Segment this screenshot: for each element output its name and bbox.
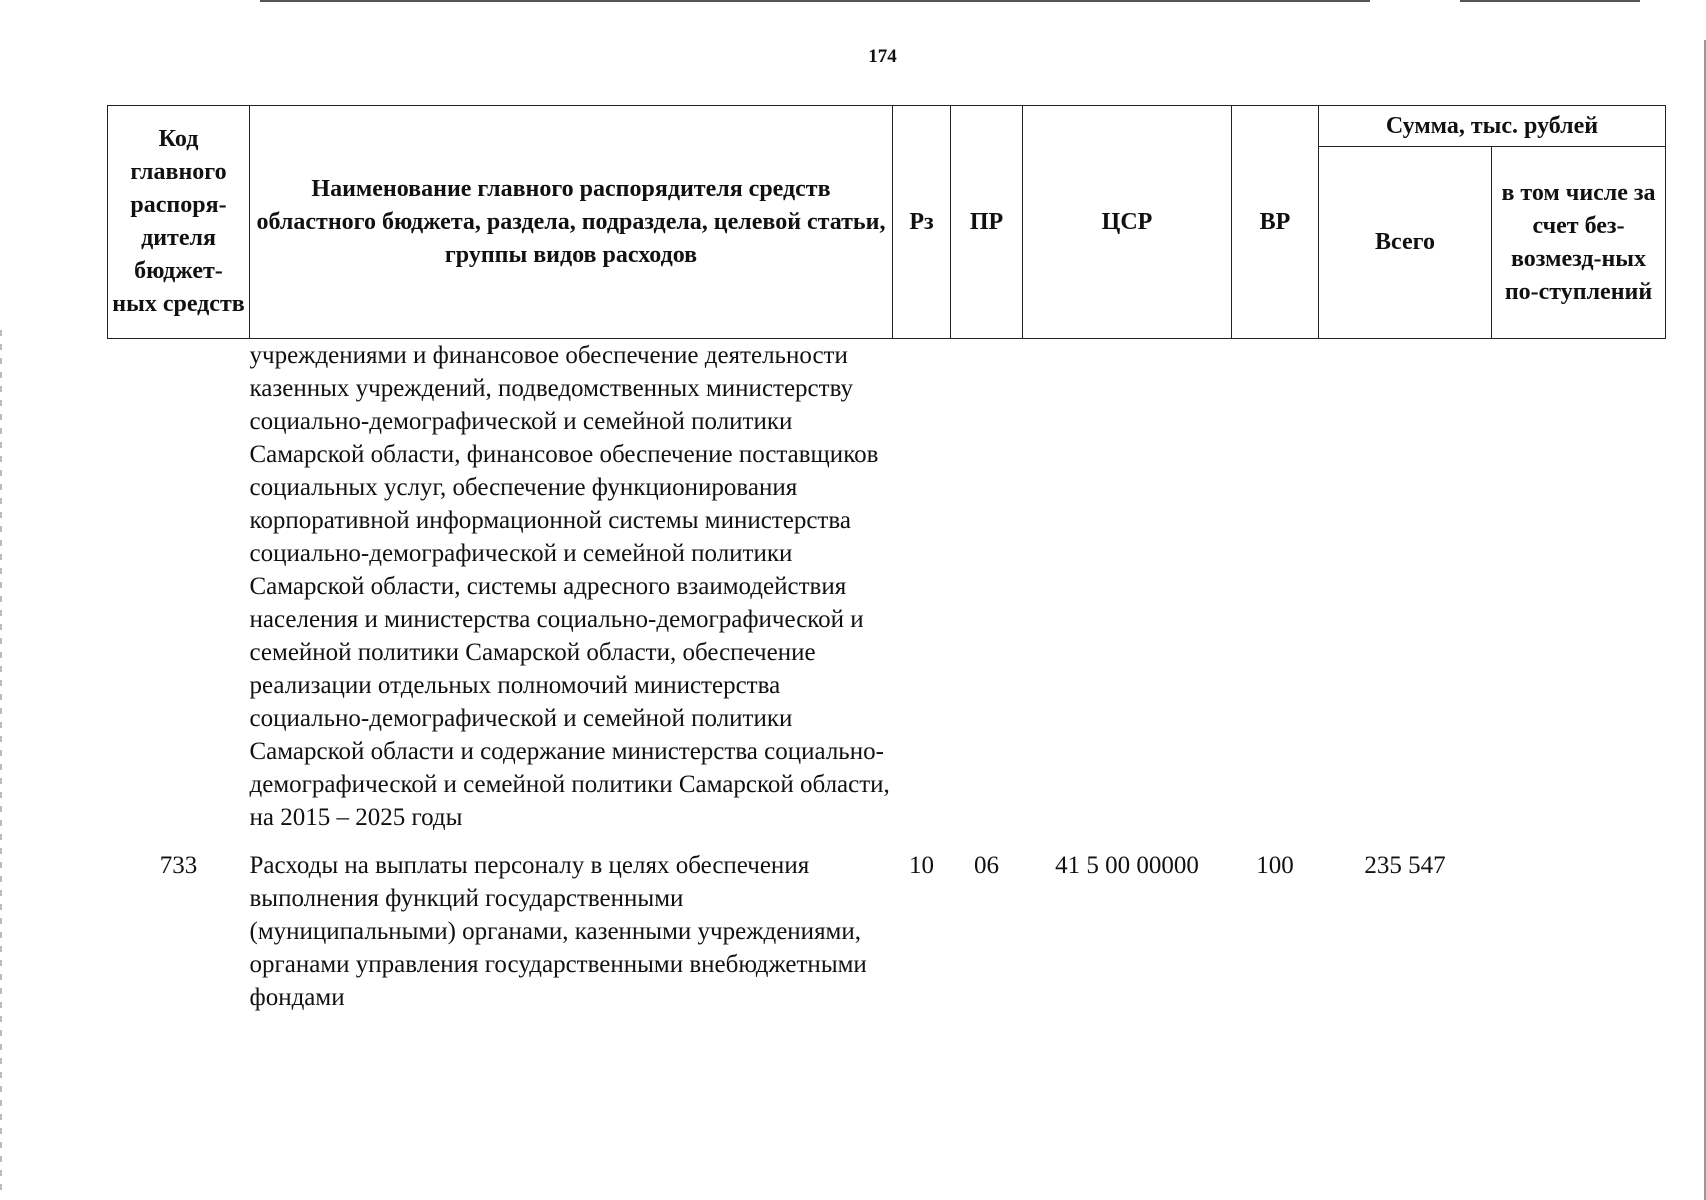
header-name: Наименование главного распорядителя средств областного бюджета, раздела, подраздела, целевой статьи, группы видов расходов (250, 106, 893, 339)
table-row-continuation (108, 339, 1666, 850)
header-code: Код главного распоря-дителя бюджет-ных средств (108, 106, 250, 339)
cell-total: 235 547 (1364, 852, 1446, 879)
cell-vr: 100 (1256, 852, 1294, 879)
cell-empty (1319, 339, 1492, 850)
cell-free (1492, 849, 1666, 1014)
table-body (108, 339, 1666, 1015)
header-free: в том числе за счет без-возмезд-ных по-ступлений (1492, 147, 1666, 339)
scan-artifact-top-line (260, 0, 1370, 2)
cell-rz: 10 (909, 852, 934, 879)
cell-csr: 41 5 00 00000 (1055, 852, 1199, 879)
scan-artifact-left-edge (0, 330, 2, 1190)
table-row (108, 849, 1666, 1014)
cell-empty (893, 339, 951, 850)
header-total: Всего (1319, 147, 1492, 339)
scan-artifact-top-line-right (1460, 0, 1640, 2)
cell-pr: 06 (974, 852, 999, 879)
header-rz: Рз (893, 106, 951, 339)
header-pr: ПР (951, 106, 1023, 339)
header-sum: Сумма, тыс. рублей (1319, 106, 1666, 147)
budget-table (107, 105, 1666, 1014)
cell-empty (1023, 339, 1232, 850)
cell-code: 733 (159, 852, 198, 879)
cell-code-empty (108, 339, 250, 850)
cell-empty (1232, 339, 1319, 850)
header-csr: ЦСР (1023, 106, 1232, 339)
header-vr: ВР (1232, 106, 1319, 339)
cell-name-continuation: учреждениями и финансовое обеспечение деятельности казенных учреждений, подведомственных министерству социально-демографической и семейной политики Самарской области, финансовое обеспечение поставщиков социальных услуг, обеспечение функционирования корпоративной информационной системы министерства социально-демографической и семейной политики Самарской области, системы адресного взаимодействия населения и министерства социально-демографической и семейной политики Самарской области, обеспечение реализации отдельных полномочий министерства социально-демографической и семейной политики Самарской области и содержание министерства социально-демографической и семейной политики Самарской области, на 2015 – 2025 годы (249, 342, 890, 831)
page-number: 174 (868, 46, 897, 67)
cell-empty (951, 339, 1023, 850)
table-header (108, 106, 1666, 339)
cell-name: Расходы на выплаты персоналу в целях обеспечения выполнения функций государственными (муниципальными) органами, казенными учреждениями, органами управления государственными внебюджетными фондами (249, 852, 867, 1011)
cell-empty (1492, 339, 1666, 850)
